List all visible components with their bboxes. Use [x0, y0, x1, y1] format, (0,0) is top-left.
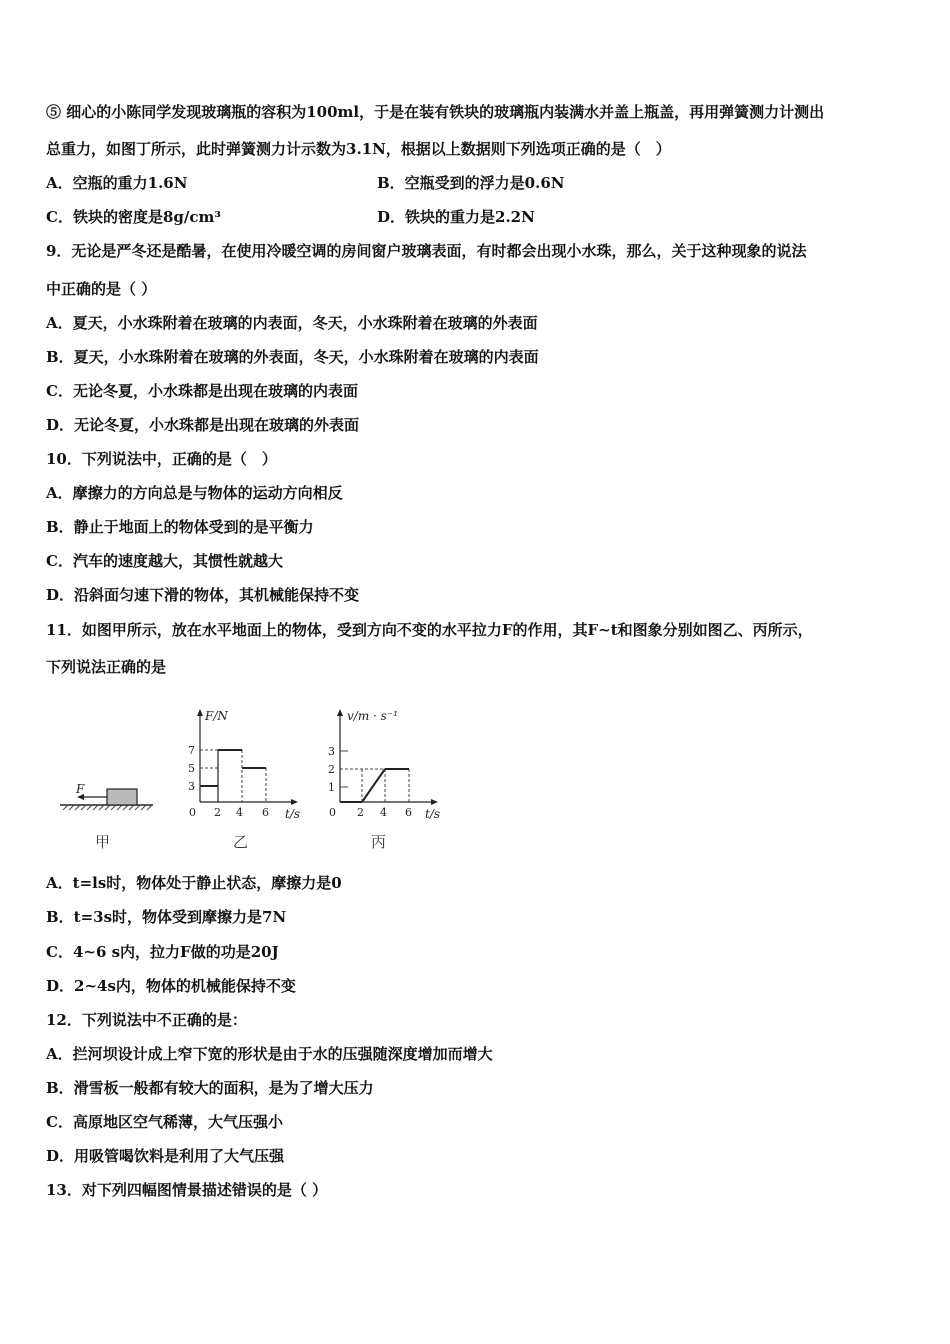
bing-x-arrow — [431, 799, 438, 805]
chart-yi-f-t — [188, 709, 300, 851]
q11-stem-line2: 下列说法正确的是 — [46, 658, 167, 676]
bing-seg-2-4 — [362, 769, 385, 802]
yi-xtick-6: 6 — [262, 806, 269, 819]
q9-stem-line2: 中正确的是（ ） — [46, 280, 157, 298]
caption-yi: 乙 — [233, 833, 249, 851]
q11-stem-line1: 11．如图甲所示，放在水平地面上的物体，受到方向不变的水平拉力F的作用，其F~t和图象分别如图乙、丙所示， — [46, 621, 813, 639]
q12-option-b: B．滑雪板一般都有较大的面积，是为了增大压力 — [46, 1079, 374, 1097]
yi-ytick-3: 3 — [188, 780, 195, 793]
yi-ylabel: F/N — [205, 709, 228, 723]
bing-ylabel: v/m · s⁻¹ — [347, 709, 398, 723]
q11-option-a: A．t=ls时，物体处于静止状态，摩擦力是0 — [46, 874, 342, 892]
force-label: F — [76, 782, 85, 796]
q11-option-b: B．t=3s时，物体受到摩擦力是7N — [46, 908, 287, 926]
bing-ytick-3: 3 — [328, 745, 335, 758]
yi-ytick-5: 5 — [188, 762, 195, 775]
q12-option-a: A．拦河坝设计成上窄下宽的形状是由于水的压强随深度增加而增大 — [46, 1045, 493, 1063]
q9-option-d: D．无论冬夏，小水珠都是出现在玻璃的外表面 — [46, 416, 360, 434]
caption-bing: 丙 — [371, 833, 387, 851]
yi-x-arrow — [291, 799, 298, 805]
q12-option-d: D．用吸管喝饮料是利用了大气压强 — [46, 1147, 285, 1165]
q9-option-a: A．夏天，小水珠附着在玻璃的内表面，冬天，小水珠附着在玻璃的外表面 — [46, 314, 538, 332]
q11-figure-svg — [55, 700, 475, 860]
bing-ytick-2: 2 — [328, 763, 335, 776]
bing-xtick-6: 6 — [405, 806, 412, 819]
bing-ytick-1: 1 — [328, 781, 335, 794]
q11-option-c: C．4~6 s内，拉力F做的功是20J — [46, 943, 279, 961]
yi-origin-label: 0 — [189, 806, 196, 819]
q8-option-c: C．铁块的密度是8g/cm³ — [46, 208, 221, 226]
q8-option-d: D．铁块的重力是2.2N — [377, 208, 535, 226]
bing-xtick-2: 2 — [357, 806, 364, 819]
q8-stem-line2: 总重力，如图丁所示，此时弹簧测力计示数为3.1N，根据以上数据则下列选项正确的是（ ） — [46, 140, 671, 158]
q12-option-c: C．高原地区空气稀薄，大气压强小 — [46, 1113, 283, 1131]
q9-stem-line1: 9．无论是严冬还是酷暑，在使用冷暖空调的房间窗户玻璃表面，有时都会出现小水珠，那么，关于这种现象的说法 — [46, 242, 807, 260]
q10-option-a: A．摩擦力的方向总是与物体的运动方向相反 — [46, 484, 343, 502]
q11-figure — [55, 700, 475, 860]
bing-xlabel: t/s — [425, 807, 441, 821]
q8-option-a: A．空瓶的重力1.6N — [46, 174, 188, 192]
q8-option-b: B．空瓶受到的浮力是0.6N — [377, 174, 565, 192]
q13-stem: 13．对下列四幅图情景描述错误的是（ ） — [46, 1181, 328, 1199]
yi-xlabel: t/s — [285, 807, 301, 821]
q10-option-b: B．静止于地面上的物体受到的是平衡力 — [46, 518, 314, 536]
block — [107, 789, 137, 805]
q10-option-c: C．汽车的速度越大，其惯性就越大 — [46, 552, 283, 570]
q9-option-c: C．无论冬夏，小水珠都是出现在玻璃的内表面 — [46, 382, 358, 400]
bing-origin-label: 0 — [329, 806, 336, 819]
bing-xtick-4: 4 — [380, 806, 387, 819]
caption-jia: 甲 — [95, 833, 111, 851]
chart-bing-v-t — [328, 709, 440, 851]
q8-stem-line1: ⑤ 细心的小陈同学发现玻璃瓶的容积为100ml，于是在装有铁块的玻璃瓶内装满水并盖上瓶盖，再用弹簧测力计测出 — [46, 103, 825, 121]
yi-xtick-2: 2 — [214, 806, 221, 819]
figure-jia — [60, 782, 153, 851]
q12-stem: 12．下列说法中不正确的是： — [46, 1011, 247, 1029]
bing-y-arrow — [337, 709, 343, 716]
q9-option-b: B．夏天，小水珠附着在玻璃的外表面，冬天，小水珠附着在玻璃的内表面 — [46, 348, 539, 366]
yi-ytick-7: 7 — [188, 744, 195, 757]
yi-xtick-4: 4 — [236, 806, 243, 819]
q10-stem: 10．下列说法中，正确的是（ ） — [46, 450, 277, 468]
q11-option-d: D．2~4s内，物体的机械能保持不变 — [46, 977, 296, 995]
yi-y-arrow — [197, 709, 203, 716]
q10-option-d: D．沿斜面匀速下滑的物体，其机械能保持不变 — [46, 586, 360, 604]
